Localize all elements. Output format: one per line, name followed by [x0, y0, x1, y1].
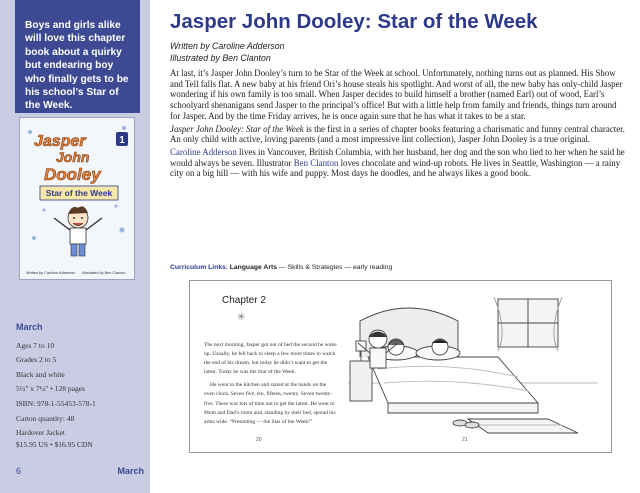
byline-author: Written by Caroline Adderson: [170, 41, 285, 51]
detail-grades: Grades 2 to 5: [16, 355, 57, 365]
cover-series-number: 1: [119, 135, 125, 146]
release-month: March: [16, 322, 43, 332]
footer-month: March: [117, 466, 144, 476]
cover-credit-illustrator: Illustrated by Ben Clanton: [82, 271, 126, 275]
description-paragraph-2: [170, 124, 626, 145]
curriculum-subject: Language Arts: [229, 264, 278, 271]
spread-page-text: [204, 341, 337, 431]
book-cover: [19, 117, 135, 280]
detail-carton: Carton quantity: 48: [16, 413, 75, 423]
detail-ages: Ages 7 to 10: [16, 340, 55, 350]
star-icon: ✳: [237, 312, 246, 323]
curriculum-links: Curriculum Links: Language Arts — Skills & Strategies — early reading: [170, 264, 393, 271]
detail-binding: Hardover Jacket: [16, 428, 65, 438]
curriculum-detail: — Skills & Strategies — early reading: [277, 264, 393, 271]
byline: [170, 41, 285, 64]
page-number: 6: [16, 466, 22, 476]
detail-format: 5½" x 7¼" • 128 pages: [16, 384, 85, 394]
interior-spread: [189, 280, 612, 453]
cover-title-line1: Jasper: [34, 133, 86, 150]
book-title: Jasper John Dooley: Star of the Week: [170, 10, 538, 33]
cover-credit-author: Written by Caroline Adderson: [26, 271, 76, 275]
description-paragraph-3: [170, 147, 626, 179]
illustrator-link[interactable]: Ben Clanton: [293, 157, 339, 168]
paragraph-2-text: is the first in a series of chapter books featuring a charismatic and funny central character. An only child with active, loving parents (and a most impressive lint collection), Jasper John Dooley is a true original.: [170, 123, 625, 145]
description-paragraph-1: At last, it’s Jasper John Dooley’s turn to be Star of the Week at school. Unfortunately, nothing turns out as planned. His Show and Tell falls flat. A new baby at his friend Ori’s house steals his spotlight. And worst of all, the new baby has only-child Jasper wondering if his own family is too small. When Jasper decides to build himself a brother (named Earl) out of wood, Earl’s schoolyard shenanigans send Jasper to the principal’s office! But with a little help from family and friends, things turn around for Jasper. And by the time Friday arrives, he is once again sure that he has what it takes to be a star.: [170, 68, 623, 121]
spread-paragraph-1: The next morning, Jasper got out of bed the second he woke up. Usually, he fell back to sleep a few more times to watch the end of his dream, but today he didn’t want to get the latest. Today he was the Star of the Week.: [204, 342, 337, 376]
chapter-heading: Chapter 2: [222, 295, 266, 306]
cover-title-line2: John: [56, 149, 90, 165]
detail-price: $15.95 US • $16.95 CDN: [16, 439, 93, 449]
book-details: [16, 322, 146, 450]
paragraph-3-end: loves chocolate and wind-up robots. He lives in Seattle, Washington — a rainy city on a big hill — with his wife and puppy. Most days he doodles, and he always likes a good book.: [170, 157, 621, 179]
series-title: Jasper John Dooley: Star of the Week: [170, 123, 304, 134]
page-footer: [16, 466, 144, 476]
detail-color: Black and white: [16, 369, 65, 379]
sidebar-blurb: Boys and girls alike will love this chapter book about a quirky but endearing boy who finally gets to be his school’s Star of the Week.: [15, 0, 140, 113]
sidebar: [0, 0, 150, 493]
cover-title-line3: Dooley: [44, 165, 101, 184]
spread-paragraph-2: He went to the kitchen and stared at the hands on the oven clock. Seven five, ten, fifteen, twenty. Seven twenty-five. There was lots of time not to get the latest. He went to Mom and Dad’s room and, standing by their bed, spread his arms wide. “Presenting — the Star of the Week!”: [204, 382, 336, 425]
curriculum-label: Curriculum Links: [170, 264, 226, 271]
description: [170, 68, 626, 181]
detail-isbn: ISBN: 978-1-55453-578-1: [16, 398, 96, 408]
spread-right-page-number: 21: [462, 437, 468, 443]
bedroom-illustration: [348, 291, 598, 436]
author-link[interactable]: Caroline Adderson: [170, 146, 237, 157]
byline-illustrator: Illustrated by Ben Clanton: [170, 52, 271, 63]
paragraph-3-mid: lives in Vancouver, British Columbia, with her husband, her dog and the son who lied to her when he said he would always be seven. Illustrator: [170, 146, 625, 168]
spread-left-page-number: 20: [256, 437, 262, 443]
cover-subtitle: Star of the Week: [45, 188, 113, 198]
